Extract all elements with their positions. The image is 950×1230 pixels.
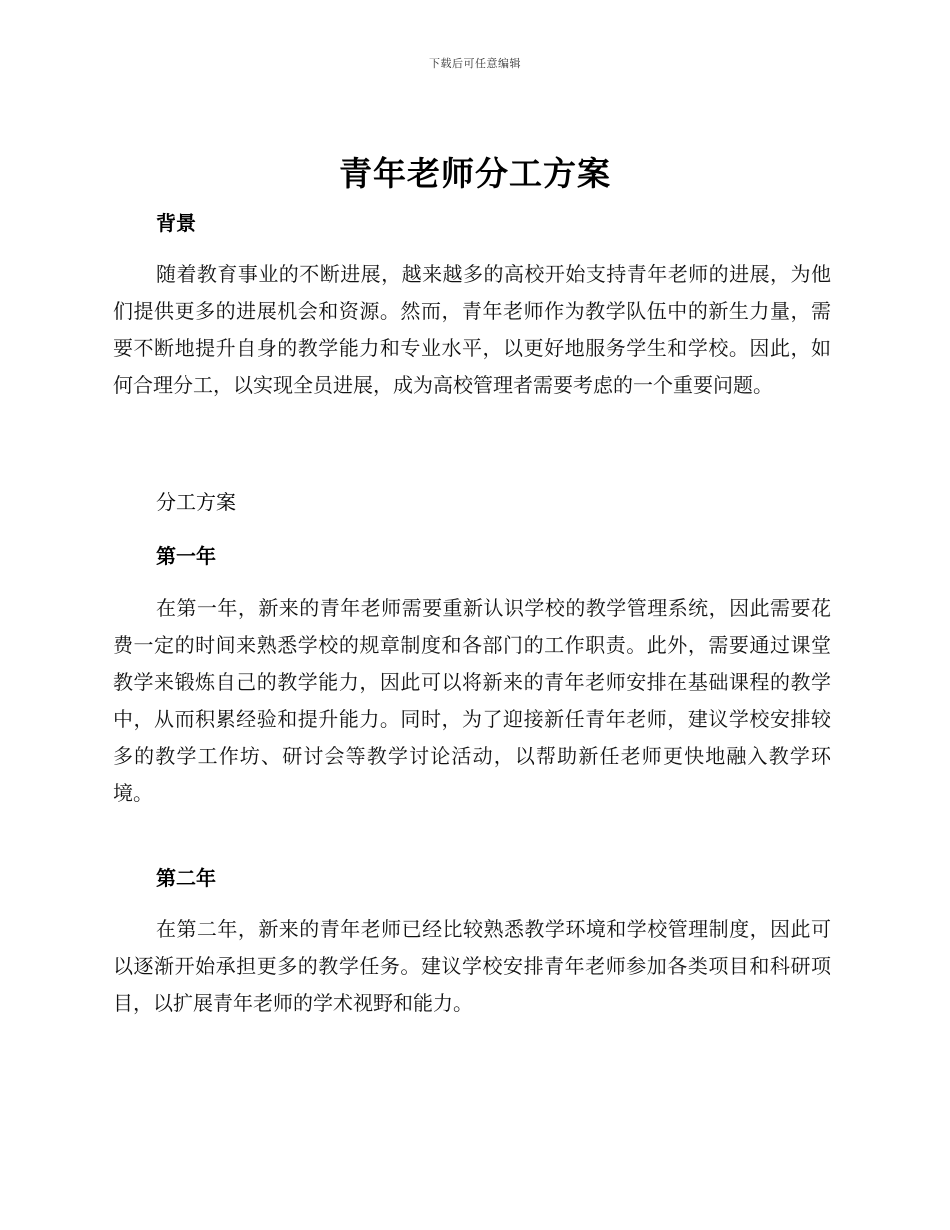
section-paragraph-first-year: 在第一年，新来的青年老师需要重新认识学校的教学管理系统，因此需要花费一定的时间来熟悉学校的规章制度和各部门的工作职责。此外，需要通过课堂教学来锻炼自己的教学能力，因此可以将新来的青年老师安排在基础课程的教学中，从而积累经验和提升能力。同时，为了迎接新任青年老师，建议学校安排较多的教学工作坊、研讨会等教学讨论活动，以帮助新任老师更快地融入教学环境。 — [113, 596, 831, 805]
section-paragraph-second-year: 在第二年，新来的青年老师已经比较熟悉教学环境和学校管理制度，因此可以逐渐开始承担更多的教学任务。建议学校安排青年老师参加各类项目和科研项目，以扩展青年老师的学术视野和能力。 — [113, 917, 831, 1015]
section-heading-first-year: 第一年 — [156, 544, 216, 568]
section-heading-second-year: 第二年 — [156, 866, 216, 890]
section-heading-background: 背景 — [156, 211, 196, 235]
header-note: 下载后可任意编辑 — [429, 57, 521, 70]
section-heading-division-plan: 分工方案 — [156, 490, 236, 514]
document-title: 青年老师分工方案 — [339, 154, 611, 193]
section-paragraph-background: 随着教育事业的不断进展，越来越多的高校开始支持青年老师的进展，为他们提供更多的进展机会和资源。然而，青年老师作为教学队伍中的新生力量，需要不断地提升自身的教学能力和专业水平，以更好地服务学生和学校。因此，如何合理分工，以实现全员进展，成为高校管理者需要考虑的一个重要问题。 — [113, 262, 831, 397]
